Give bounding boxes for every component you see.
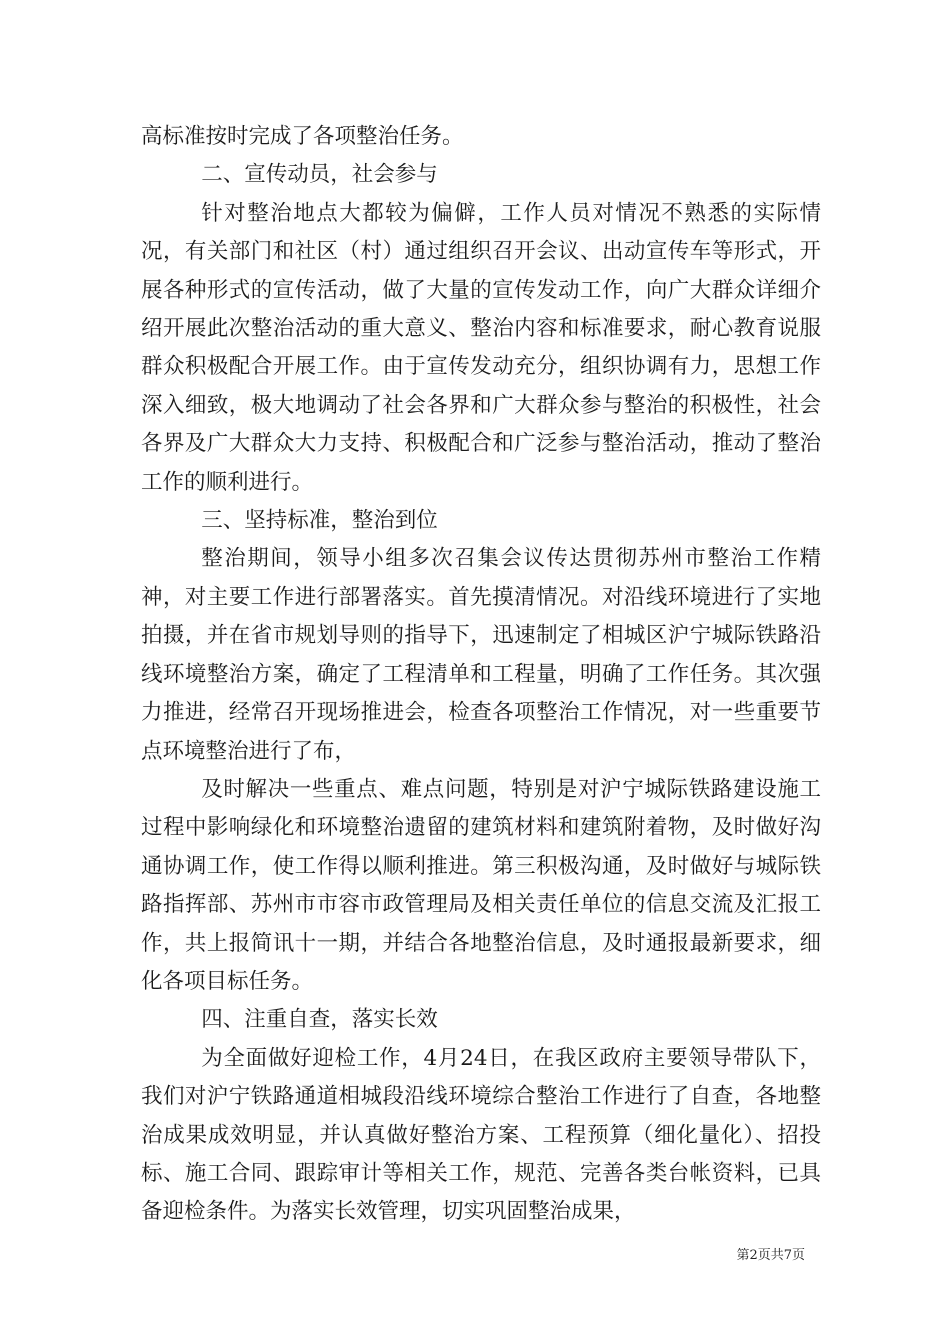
paragraph-standards: 整治期间，领导小组多次召集会议传达贯彻苏州市整治工作精神，对主要工作进行部署落实。首先摸清情况。对沿线环境进行了实地拍摄，并在省市规划导则的指导下，迅速制定了相城区沪宁城际铁路沿线环境整治方案，确定了工程清单和工程量，明确了工作任务。其次强力推进，经常召开现场推进会，检查各项整治工作情况，对一些重要节点环境整治进行了布， [141, 546, 821, 764]
document-body [141, 118, 821, 1232]
section-heading-4: 四、注重自查，落实长效 [201, 1007, 438, 1033]
section-heading-2: 二、宣传动员，社会参与 [201, 162, 438, 188]
paragraph-problem-solving: 及时解决一些重点、难点问题，特别是对沪宁城际铁路建设施工过程中影响绿化和环境整治遗留的建筑材料和建筑附着物，及时做好沟通协调工作，使工作得以顺利推进。第三积极沟通，及时做好与城际铁路指挥部、苏州市市容市政管理局及相关责任单位的信息交流及汇报工作，共上报简讯十一期，并结合各地整治信息，及时通报最新要求，细化各项目标任务。 [141, 776, 821, 994]
paragraph-publicity: 针对整治地点大都较为偏僻，工作人员对情况不熟悉的实际情况，有关部门和社区（村）通过组织召开会议、出动宣传车等形式，开展各种形式的宣传活动，做了大量的宣传发动工作，向广大群众详细介绍开展此次整治活动的重大意义、整治内容和标准要求，耐心教育说服群众积极配合开展工作。由于宣传发动充分，组织协调有力，思想工作深入细致，极大地调动了社会各界和广大群众参与整治的积极性，社会各界及广大群众大力支持、积极配合和广泛参与整治活动，推动了整治工作的顺利进行。 [141, 200, 821, 495]
paragraph-self-inspection: 为全面做好迎检工作，4月24日，在我区政府主要领导带队下，我们对沪宁铁路通道相城段沿线环境综合整治工作进行了自查，各地整治成果成效明显，并认真做好整治方案、工程预算（细化量化）、招投标、施工合同、跟踪审计等相关工作，规范、完善各类台帐资料，已具备迎检条件。为落实长效管理，切实巩固整治成果， [141, 1045, 821, 1225]
page-number-footer: 第2页共7页 [736, 1248, 805, 1263]
paragraph-continuation: 高标准按时完成了各项整治任务。 [141, 124, 464, 149]
section-heading-3: 三、坚持标准，整治到位 [201, 508, 438, 534]
